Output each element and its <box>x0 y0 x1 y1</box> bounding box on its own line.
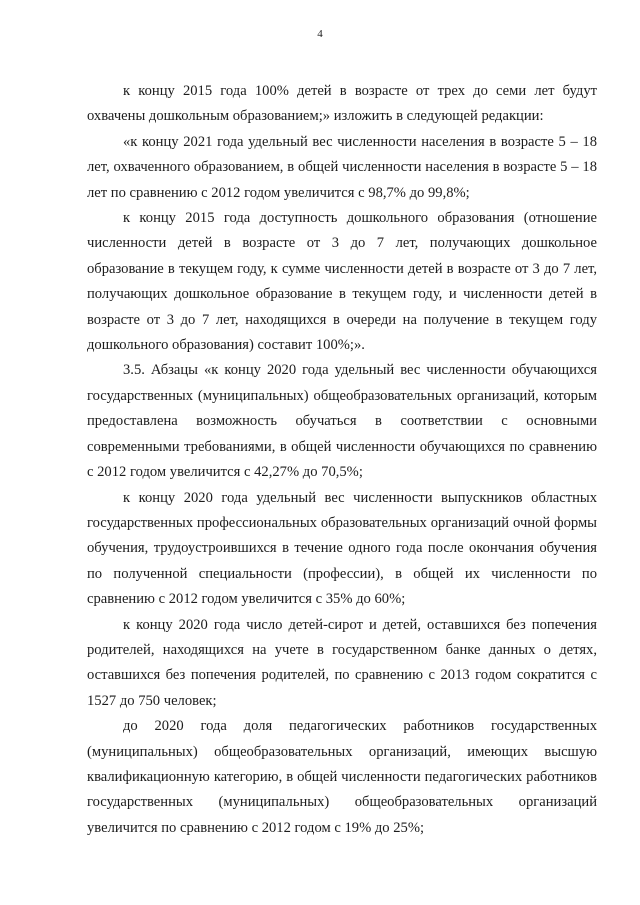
paragraph: к концу 2020 года удельный вес численности выпускников областных государственных профессиональных образовательных организаций очной формы обучения, трудоустроившихся в течение одного года после окончания обучения по полученной специальности (профессии), в общей их численности по сравнению с 2012 годом увеличится с 35% до 60%; <box>87 489 597 608</box>
paragraph: к концу 2015 года доступность дошкольного образования (отношение численности детей в возрасте от 3 до 7 лет, получающих дошкольное образование в текущем году, к сумме численности детей в возрасте от 3 до 7 лет, получающих дошкольное образование в текущем году, и численности детей в возрасте от 3 до 7 лет, находящихся в очереди на получение в текущем году дошкольного образования) составит 100%;». <box>87 210 597 354</box>
paragraph: до 2020 года доля педагогических работников государственных (муниципальных) общеобразовательных организаций, имеющих высшую квалификационную категорию, в общей численности педагогических работников государственных (муниципальных) общеобразовательных организаций увеличится по сравнению с 2012 годом с 19% до 25%; <box>87 718 597 836</box>
paragraph: «к концу 2021 года удельный вес численности населения в возрасте 5 – 18 лет, охваченного образованием, в общей численности населения в возрасте 5 – 18 лет по сравнению с 2012 годом увеличится с 98,7% до 99,8%; <box>87 133 597 201</box>
page-number: 4 <box>317 28 323 40</box>
paragraph: к концу 2015 года 100% детей в возрасте от трех до семи лет будут охвачены дошкольным образованием;» изложить в следующей редакции: <box>87 83 597 125</box>
paragraph: 3.5. Абзацы «к концу 2020 года удельный вес численности обучающихся государственных (муниципальных) общеобразовательных организаций, которым предоставлена возможность обучаться в соответствии с основными современными требованиями, в общей численности обучающихся по сравнению с 2012 годом увеличится с 42,27% до 70,5%; <box>87 362 597 481</box>
document-body <box>87 79 597 841</box>
paragraph: к концу 2020 года число детей-сирот и детей, оставшихся без попечения родителей, находящихся на учете в государственном банке данных о детях, оставшихся без попечения родителей, по сравнению с 2013 годом сократится с 1527 до 750 человек; <box>87 616 597 709</box>
